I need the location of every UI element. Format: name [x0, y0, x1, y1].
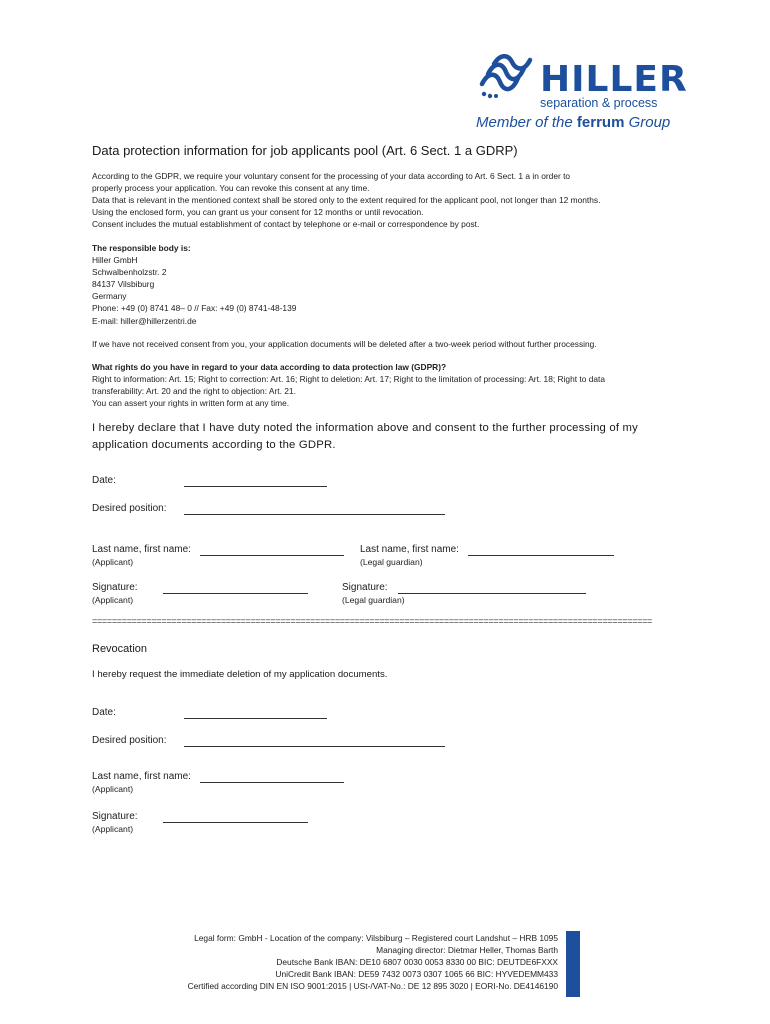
revocation-signature-note: (Applicant) [92, 824, 134, 834]
consent-date-label: Date: [92, 475, 116, 486]
footer-accent-bar [566, 931, 580, 997]
revocation-position-label: Desired position: [92, 735, 167, 746]
rights-heading: What rights do you have in regard to your data according to data protection law (GDPR)? [92, 362, 447, 372]
guardian-name-field[interactable] [468, 555, 614, 556]
revocation-name-label: Last name, first name: [92, 771, 191, 782]
intro-line: According to the GDPR, we require your voluntary consent for the processing of your data according to Art. 6 Sect. 1 a in order to [92, 171, 571, 181]
footer-line: Certified according DIN EN ISO 9001:2015 | USt-/VAT-No.: DE 12 895 3020 | EORI-No. DE4146190 [187, 981, 558, 991]
rights-section [92, 361, 692, 409]
responsible-line: 84137 Vilsbiburg [92, 279, 155, 290]
responsible-phone: Phone: +49 (0) 8741 48– 0 // Fax: +49 (0) 8741-48-139 [92, 303, 297, 314]
revocation-signature-field[interactable] [163, 822, 308, 823]
logo-member-line [476, 114, 670, 132]
revocation-text: I hereby request the immediate deletion of my application documents. [92, 669, 388, 680]
consent-position-field[interactable] [184, 514, 445, 515]
intro-line: Using the enclosed form, you can grant us your consent for 12 months or until revocation. [92, 207, 424, 218]
guardian-name-label: Last name, first name: [360, 544, 459, 555]
declaration-line: I hereby declare that I have duty noted the information above and consent to the further processing of my [92, 422, 638, 434]
document-title: Data protection information for job applicants pool (Art. 6 Sect. 1 a GDRP) [92, 143, 518, 158]
applicant-signature-field[interactable] [163, 593, 308, 594]
company-logo [476, 50, 686, 134]
applicant-name-field[interactable] [200, 555, 344, 556]
intro-line: Data that is relevant in the mentioned context shall be stored only to the extent required for the applicant pool, not longer than 12 months. [92, 195, 601, 206]
intro-line: properly process your application. You can revoke this consent at any time. [92, 183, 370, 194]
revocation-title: Revocation [92, 643, 148, 655]
responsible-email: E-mail: hiller@hillerzentri.de [92, 315, 197, 326]
section-separator: ================================================================================================================= [92, 616, 653, 626]
logo-tagline: separation & process [540, 96, 658, 110]
rights-line: Right to information: Art. 15; Right to correction: Art. 16; Right to deletion: Art. 17; Right to the limitation of processing: Art. 18; Right to data [92, 374, 606, 385]
revocation-date-label: Date: [92, 707, 116, 718]
company-footer [188, 932, 558, 992]
logo-member-brand: ferrum [576, 114, 625, 131]
revocation-position-field[interactable] [184, 746, 445, 747]
applicant-signature-note: (Applicant) [92, 595, 134, 605]
no-consent-note: If we have not received consent from you, your application documents will be deleted after a two-week period without further processing. [92, 339, 597, 349]
responsible-heading: The responsible body is: [92, 243, 191, 253]
footer-line: Deutsche Bank IBAN: DE10 6807 0030 0053 8330 00 BIC: DEUTDE6FXXX [276, 957, 558, 967]
footer-line: Legal form: GmbH - Location of the company: Vilsbiburg – Registered court Landshut – HRB 1095 [194, 933, 558, 943]
guardian-signature-field[interactable] [398, 593, 586, 594]
logo-wordmark: HILLER [540, 59, 688, 100]
consent-date-field[interactable] [184, 486, 327, 487]
guardian-note: (Legal guardian) [360, 557, 423, 567]
logo-member-suffix: Group [628, 114, 671, 131]
revocation-signature-label: Signature: [92, 811, 138, 822]
intro-paragraph [92, 170, 692, 230]
applicant-note: (Applicant) [92, 557, 134, 567]
consent-position-label: Desired position: [92, 503, 167, 514]
declaration-line: application documents according to the GDPR. [92, 439, 336, 451]
responsible-body [92, 242, 296, 327]
revocation-date-field[interactable] [184, 718, 327, 719]
guardian-signature-note: (Legal guardian) [342, 595, 405, 605]
footer-line: Managing director: Dietmar Heller, Thomas Barth [376, 945, 558, 955]
logo-member-prefix: Member of the [476, 114, 573, 131]
rights-line: You can assert your rights in written form at any time. [92, 398, 290, 409]
responsible-line: Hiller GmbH [92, 255, 138, 266]
revocation-name-field[interactable] [200, 782, 344, 783]
applicant-name-label: Last name, first name: [92, 544, 191, 555]
footer-line: UniCredit Bank IBAN: DE59 7432 0073 0307 1065 66 BIC: HYVEDEMM433 [275, 969, 558, 979]
responsible-line: Germany [92, 291, 127, 302]
revocation-applicant-note: (Applicant) [92, 784, 134, 794]
intro-line: Consent includes the mutual establishment of contact by telephone or e-mail or correspondence by post. [92, 219, 480, 230]
responsible-line: Schwalbenholzstr. 2 [92, 267, 167, 278]
rights-line: transferability: Art. 20 and the right to objection: Art. 21. [92, 386, 296, 397]
consent-declaration [92, 420, 682, 454]
guardian-signature-label: Signature: [342, 582, 388, 593]
applicant-signature-label: Signature: [92, 582, 138, 593]
hiller-waves-icon [478, 54, 540, 100]
